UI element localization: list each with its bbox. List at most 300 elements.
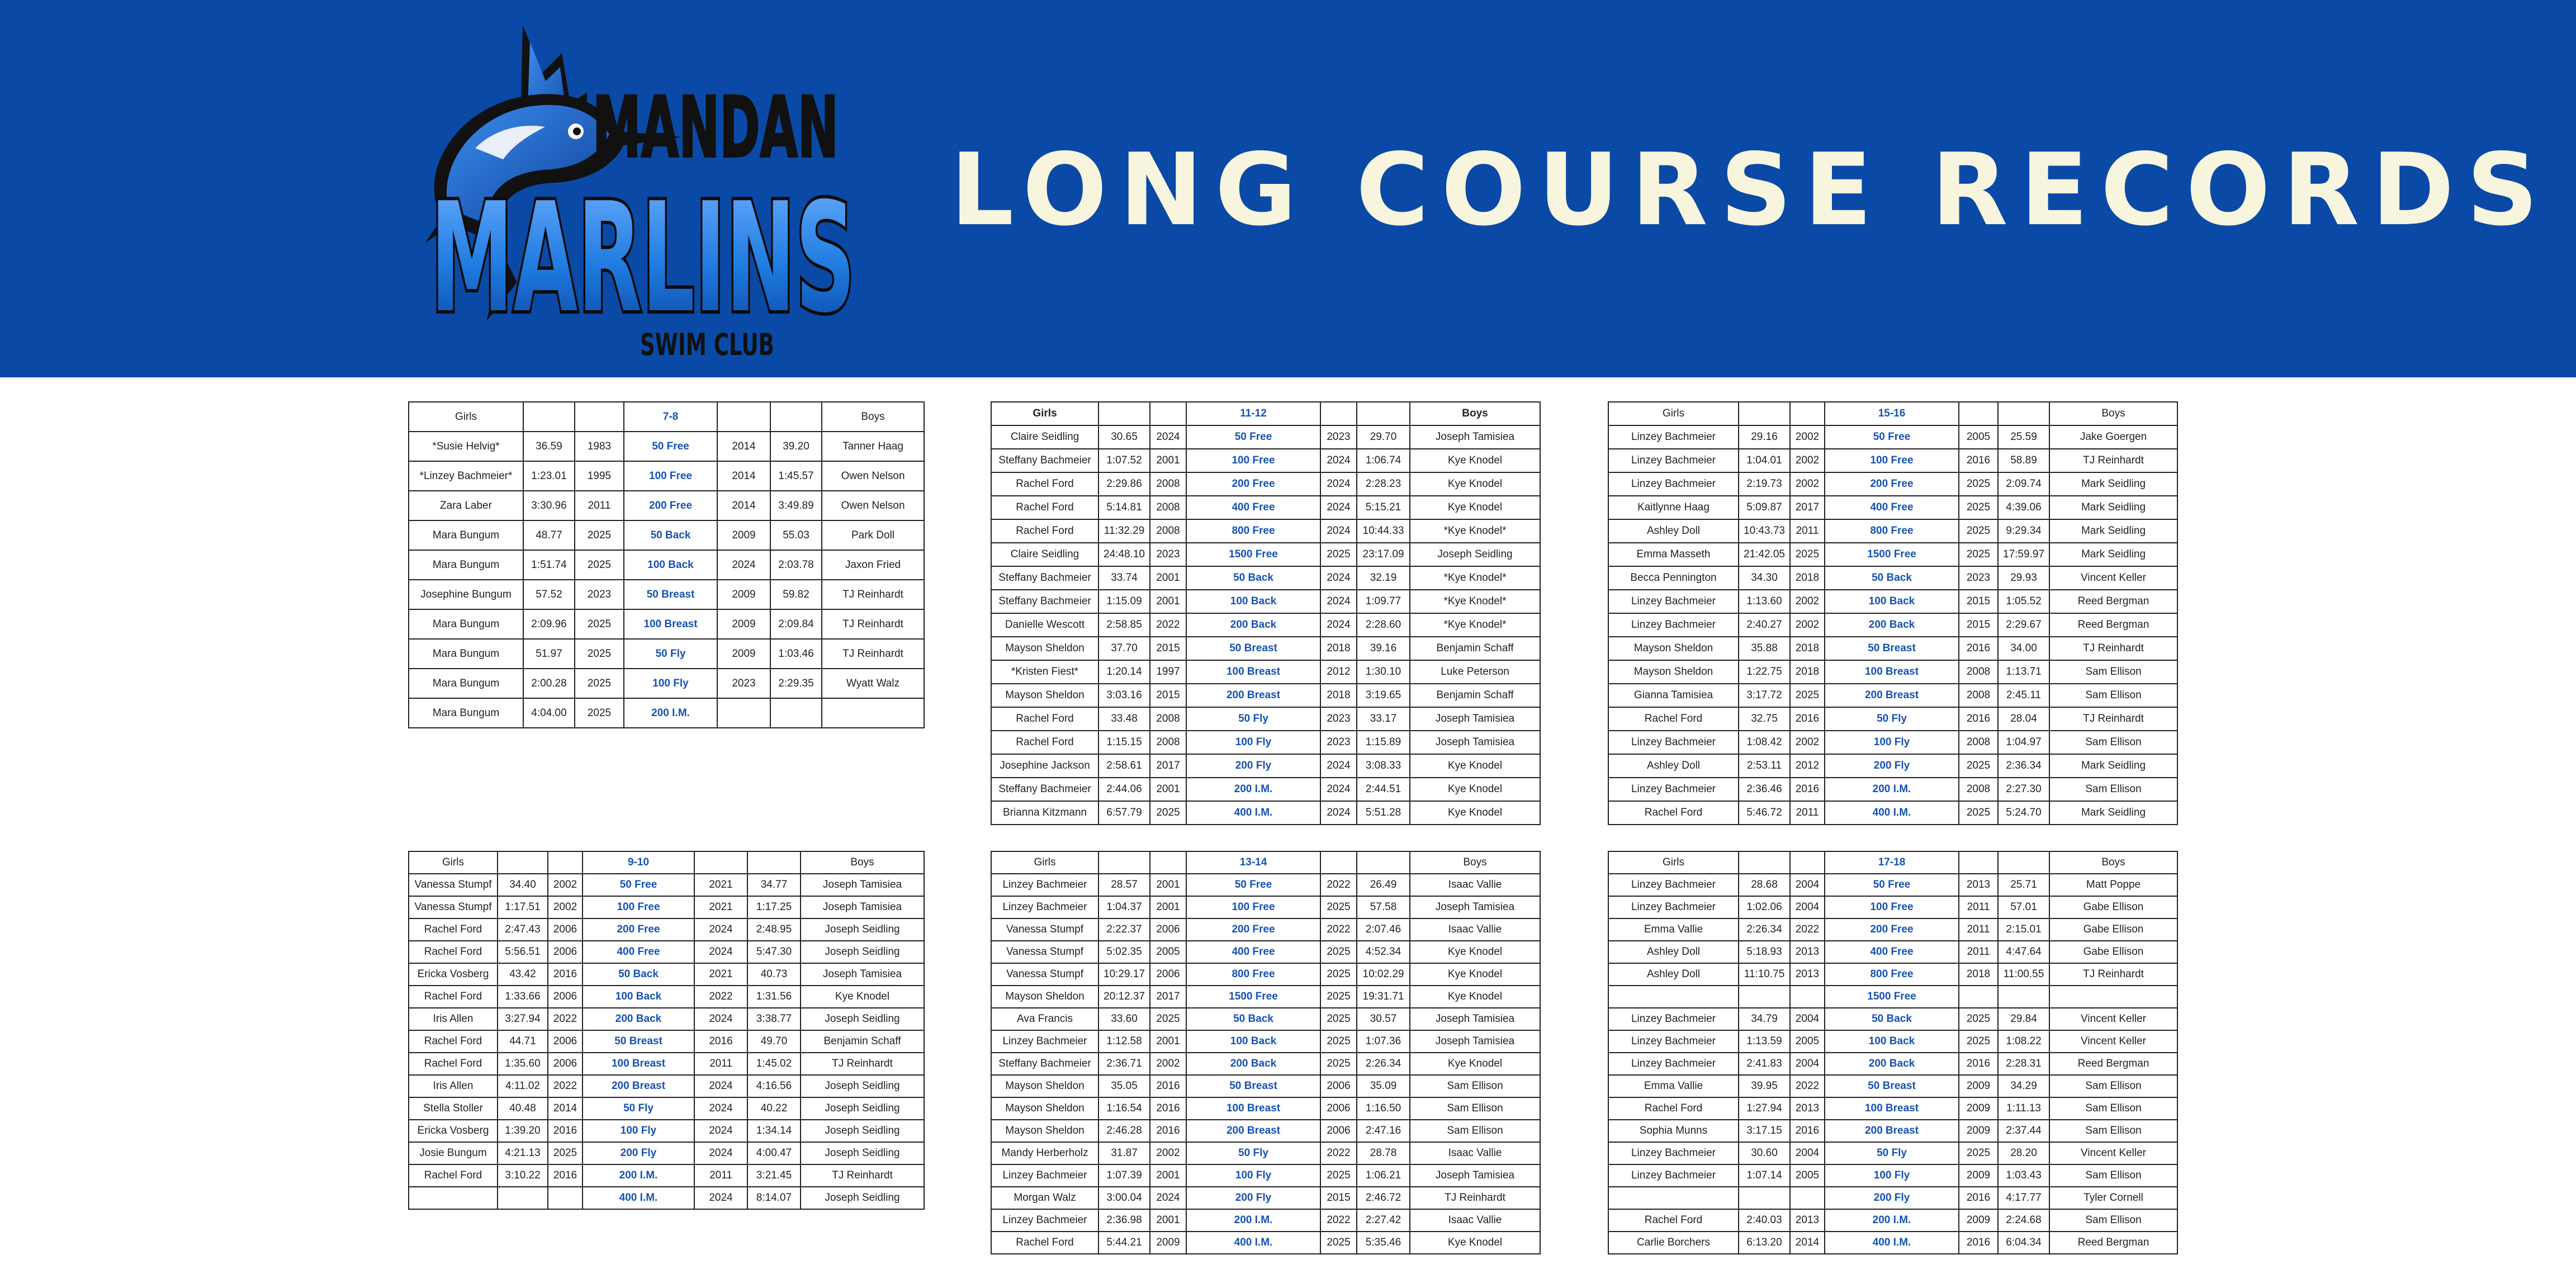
girls-year: 2002	[548, 896, 583, 918]
girls-time: 1:13.60	[1739, 590, 1790, 613]
boys-year: 2024	[1320, 519, 1357, 543]
girls-year: 2002	[1790, 449, 1825, 472]
boys-year: 2025	[1320, 1164, 1357, 1187]
boys-time: 40.22	[747, 1097, 801, 1120]
girls-year: 2008	[1150, 731, 1186, 754]
girls-time: 51.97	[523, 639, 575, 669]
event-name: 400 I.M.	[1825, 1232, 1959, 1254]
girls-name: Steffany Bachmeier	[991, 449, 1098, 472]
event-name: 50 Free	[624, 432, 717, 461]
boys-time: 3:08.33	[1357, 754, 1410, 778]
boys-time: 32.19	[1357, 566, 1410, 590]
girls-name: Mayson Sheldon	[991, 1120, 1098, 1142]
girls-name: Ericka Vosberg	[409, 1120, 498, 1142]
boys-year: 2006	[1320, 1120, 1357, 1142]
girls-year: 2017	[1150, 754, 1186, 778]
girls-time: 2:47.43	[498, 918, 548, 941]
boys-name: Benjamin Schaff	[801, 1030, 924, 1053]
header-blank	[575, 402, 624, 432]
girls-name: Morgan Walz	[991, 1187, 1098, 1209]
girls-name: Sophia Munns	[1608, 1120, 1739, 1142]
table-row	[409, 1142, 924, 1164]
event-name: 50 Breast	[624, 580, 717, 609]
girls-name: Rachel Ford	[409, 1164, 498, 1187]
girls-name: Vanessa Stumpf	[409, 896, 498, 918]
girls-name: Ashley Doll	[1608, 941, 1739, 963]
girls-time: 1:04.01	[1739, 449, 1790, 472]
records-table-13-14	[991, 851, 1541, 1254]
table-row	[991, 1209, 1540, 1232]
boys-name: Gabe Ellison	[2049, 896, 2177, 918]
boys-time: 2:45.11	[1998, 684, 2049, 707]
girls-name: Linzey Bachmeier	[991, 896, 1098, 918]
boys-time: 1:45.02	[747, 1053, 801, 1075]
table-row	[409, 941, 924, 963]
table-row	[1608, 660, 2177, 684]
age-group-header: 15-16	[1825, 402, 1959, 425]
boys-time: 2:07.46	[1357, 918, 1410, 941]
boys-year: 2024	[694, 1075, 747, 1097]
girls-time: 28.68	[1739, 874, 1790, 896]
girls-name: Rachel Ford	[409, 1030, 498, 1053]
table-row	[409, 1164, 924, 1187]
girls-year: 2011	[1790, 519, 1825, 543]
boys-time: 1:03.43	[1998, 1164, 2049, 1187]
page-title: LONG COURSE RECORDS	[950, 132, 2551, 248]
girls-year: 2002	[548, 874, 583, 896]
girls-time: 57.52	[523, 580, 575, 609]
girls-time: 20:12.37	[1098, 986, 1150, 1008]
boys-year: 2011	[1959, 941, 1998, 963]
girls-name: *Linzey Bachmeier*	[409, 461, 523, 491]
table-row	[1608, 1075, 2177, 1097]
girls-name: Steffany Bachmeier	[991, 1053, 1098, 1075]
boys-name: Joseph Seidling	[1410, 543, 1540, 566]
girls-name: Mara Bungum	[409, 639, 523, 669]
girls-name: Linzey Bachmeier	[1608, 1008, 1739, 1030]
girls-year: 2006	[548, 941, 583, 963]
girls-time: 1:39.20	[498, 1120, 548, 1142]
event-name: 400 I.M.	[1186, 1232, 1320, 1254]
table-row	[1608, 754, 2177, 778]
boys-year: 2014	[717, 432, 770, 461]
girls-name: Ashley Doll	[1608, 519, 1739, 543]
girls-header: Girls	[991, 402, 1098, 425]
boys-name: Joseph Seidling	[801, 1097, 924, 1120]
girls-year: 2025	[575, 669, 624, 698]
boys-header: Boys	[801, 851, 924, 874]
boys-time: 1:45.57	[770, 461, 822, 491]
girls-time: 21:42.05	[1739, 543, 1790, 566]
girls-time: 4:21.13	[498, 1142, 548, 1164]
boys-name: Joseph Seidling	[801, 1075, 924, 1097]
girls-name: Rachel Ford	[1608, 707, 1739, 731]
girls-name: Mara Bungum	[409, 698, 523, 728]
event-name: 200 Back	[1186, 613, 1320, 637]
girls-year: 2022	[1150, 613, 1186, 637]
girls-year: 1997	[1150, 660, 1186, 684]
girls-year: 2013	[1790, 1097, 1825, 1120]
boys-name: Joseph Tamisiea	[801, 896, 924, 918]
boys-time: 2:28.31	[1998, 1053, 2049, 1075]
girls-time: 1:12.58	[1098, 1030, 1150, 1053]
boys-time: 4:17.77	[1998, 1187, 2049, 1209]
boys-name: Sam Ellison	[2049, 1209, 2177, 1232]
boys-name: TJ Reinhardt	[1410, 1187, 1540, 1209]
boys-time: 17:59.97	[1998, 543, 2049, 566]
table-row	[991, 754, 1540, 778]
girls-name: Ava Francis	[991, 1008, 1098, 1030]
girls-year: 2005	[1790, 1164, 1825, 1187]
header-blank	[1998, 402, 2049, 425]
table-row	[991, 941, 1540, 963]
boys-header: Boys	[1410, 402, 1540, 425]
event-name: 200 Back	[583, 1008, 694, 1030]
header-banner	[0, 0, 2576, 377]
table-row	[1608, 613, 2177, 637]
girls-time: 3:27.94	[498, 1008, 548, 1030]
boys-year: 2024	[694, 1008, 747, 1030]
boys-year: 2018	[1320, 684, 1357, 707]
girls-time: 33.74	[1098, 566, 1150, 590]
girls-name: Steffany Bachmeier	[991, 590, 1098, 613]
boys-time: 2:44.51	[1357, 778, 1410, 801]
table-row	[1608, 963, 2177, 986]
girls-year: 2005	[1790, 1030, 1825, 1053]
event-name: 100 Breast	[1186, 1097, 1320, 1120]
girls-year: 2002	[1790, 613, 1825, 637]
boys-header: Boys	[1410, 851, 1540, 874]
girls-name: Rachel Ford	[1608, 1209, 1739, 1232]
boys-time: 6:04.34	[1998, 1232, 2049, 1254]
boys-name: Sam Ellison	[2049, 1120, 2177, 1142]
boys-time: 1:08.22	[1998, 1030, 2049, 1053]
girls-name: Linzey Bachmeier	[1608, 1030, 1739, 1053]
table-row	[991, 1075, 1540, 1097]
boys-name: TJ Reinhardt	[801, 1053, 924, 1075]
boys-name: Kye Knodel	[1410, 963, 1540, 986]
girls-time: 35.88	[1739, 637, 1790, 660]
table-row	[409, 432, 924, 461]
boys-name: Vincent Keller	[2049, 1030, 2177, 1053]
boys-name: TJ Reinhardt	[822, 639, 924, 669]
girls-name: Rachel Ford	[991, 472, 1098, 496]
girls-year: 2016	[1150, 1075, 1186, 1097]
boys-name: Sam Ellison	[2049, 1097, 2177, 1120]
girls-year: 2018	[1790, 660, 1825, 684]
boys-year: 2018	[1959, 963, 1998, 986]
header-blank	[1790, 851, 1825, 874]
header-blank	[1320, 851, 1357, 874]
boys-year: 2025	[1959, 801, 1998, 825]
girls-year: 2001	[1150, 566, 1186, 590]
boys-time: 55.03	[770, 520, 822, 550]
boys-time: 5:24.70	[1998, 801, 2049, 825]
boys-year	[1959, 986, 1998, 1008]
boys-year: 2023	[1320, 731, 1357, 754]
girls-header: Girls	[409, 851, 498, 874]
boys-time: 2:15.01	[1998, 918, 2049, 941]
table-row	[991, 986, 1540, 1008]
boys-time: 1:34.14	[747, 1120, 801, 1142]
event-name: 400 Free	[1825, 496, 1959, 519]
girls-year: 1995	[575, 461, 624, 491]
boys-year: 2014	[717, 461, 770, 491]
boys-time: 1:06.74	[1357, 449, 1410, 472]
girls-year: 2025	[1150, 801, 1186, 825]
girls-year	[1790, 1187, 1825, 1209]
boys-name: Luke Peterson	[1410, 660, 1540, 684]
girls-time: 5:46.72	[1739, 801, 1790, 825]
girls-time: 2:58.85	[1098, 613, 1150, 637]
event-name: 50 Breast	[1186, 1075, 1320, 1097]
age-group-header: 9-10	[583, 851, 694, 874]
event-name: 50 Back	[1186, 566, 1320, 590]
girls-time: 3:17.15	[1739, 1120, 1790, 1142]
event-name: 50 Fly	[624, 639, 717, 669]
girls-name: Claire Seidling	[991, 425, 1098, 449]
girls-year: 2025	[575, 698, 624, 728]
table-row	[991, 1030, 1540, 1053]
boys-name: Kye Knodel	[1410, 472, 1540, 496]
boys-name: Mark Seidling	[2049, 519, 2177, 543]
boys-time: 1:09.77	[1357, 590, 1410, 613]
boys-year: 2018	[1320, 637, 1357, 660]
girls-year: 2002	[1790, 425, 1825, 449]
event-name: 200 Breast	[1825, 684, 1959, 707]
table-row	[1608, 472, 2177, 496]
event-name: 200 Back	[1825, 613, 1959, 637]
boys-year: 2011	[1959, 918, 1998, 941]
boys-time: 26.49	[1357, 874, 1410, 896]
table-row	[1608, 801, 2177, 825]
brand-line-3: SWIM CLUB	[640, 327, 774, 362]
girls-time: 11:32.29	[1098, 519, 1150, 543]
girls-time: 2:40.27	[1739, 613, 1790, 637]
girls-time: 5:56.51	[498, 941, 548, 963]
event-name: 100 Fly	[1186, 1164, 1320, 1187]
boys-year: 2016	[1959, 1232, 1998, 1254]
girls-time: 6:57.79	[1098, 801, 1150, 825]
table-row	[991, 1142, 1540, 1164]
boys-year: 2009	[717, 580, 770, 609]
boys-time: 34.77	[747, 874, 801, 896]
boys-time: 5:47.30	[747, 941, 801, 963]
table-row	[1608, 874, 2177, 896]
girls-time: 32.75	[1739, 707, 1790, 731]
boys-name: *Kye Knodel*	[1410, 590, 1540, 613]
boys-year: 2025	[1959, 1030, 1998, 1053]
boys-name: Owen Nelson	[822, 491, 924, 520]
header-blank	[1790, 402, 1825, 425]
header-blank	[548, 851, 583, 874]
boys-name	[822, 698, 924, 728]
boys-time: 2:48.95	[747, 918, 801, 941]
event-name: 50 Back	[583, 963, 694, 986]
boys-name: Joseph Tamisiea	[1410, 731, 1540, 754]
header-blank	[1150, 851, 1186, 874]
girls-year: 2008	[1150, 472, 1186, 496]
boys-time: 2:26.34	[1357, 1053, 1410, 1075]
event-name: 400 Free	[1186, 496, 1320, 519]
girls-year: 2012	[1790, 754, 1825, 778]
girls-time: 29.16	[1739, 425, 1790, 449]
girls-year: 2001	[1150, 449, 1186, 472]
records-table-17-18	[1608, 851, 2178, 1254]
boys-time: 1:06.21	[1357, 1164, 1410, 1187]
records-table-11-12	[991, 401, 1541, 825]
boys-year: 2023	[717, 669, 770, 698]
boys-name: TJ Reinhardt	[2049, 963, 2177, 986]
table-row	[991, 660, 1540, 684]
table-row	[409, 669, 924, 698]
boys-name: Matt Poppe	[2049, 874, 2177, 896]
girls-year: 2001	[1150, 1164, 1186, 1187]
table-row	[409, 491, 924, 520]
girls-time: 3:17.72	[1739, 684, 1790, 707]
table-row	[991, 543, 1540, 566]
event-name: 200 I.M.	[1825, 1209, 1959, 1232]
boys-year: 2009	[1959, 1209, 1998, 1232]
event-name: 200 Fly	[1825, 1187, 1959, 1209]
girls-name: Mara Bungum	[409, 669, 523, 698]
boys-time: 10:02.29	[1357, 963, 1410, 986]
girls-name: Steffany Bachmeier	[991, 778, 1098, 801]
event-name: 200 Fly	[1186, 1187, 1320, 1209]
boys-name: Kye Knodel	[1410, 496, 1540, 519]
boys-year: 2025	[1320, 1232, 1357, 1254]
boys-time: 29.84	[1998, 1008, 2049, 1030]
boys-year: 2024	[1320, 496, 1357, 519]
boys-year: 2024	[1320, 449, 1357, 472]
event-name: 200 Breast	[1186, 1120, 1320, 1142]
event-name: 100 Free	[1186, 896, 1320, 918]
boys-name: Benjamin Schaff	[1410, 637, 1540, 660]
boys-name: Reed Bergman	[2049, 590, 2177, 613]
boys-year: 2025	[1959, 496, 1998, 519]
girls-year: 2008	[1150, 496, 1186, 519]
event-name: 100 Fly	[624, 669, 717, 698]
boys-time: 2:28.60	[1357, 613, 1410, 637]
boys-name: Vincent Keller	[2049, 1008, 2177, 1030]
boys-time: 10:44.33	[1357, 519, 1410, 543]
boys-time: 34.00	[1998, 637, 2049, 660]
girls-name: Linzey Bachmeier	[1608, 472, 1739, 496]
girls-year: 2024	[1150, 1187, 1186, 1209]
boys-time: 2:27.42	[1357, 1209, 1410, 1232]
girls-name: Vanessa Stumpf	[991, 963, 1098, 986]
boys-time: 2:09.74	[1998, 472, 2049, 496]
girls-name: Kaitlynne Haag	[1608, 496, 1739, 519]
boys-year: 2024	[1320, 801, 1357, 825]
boys-year: 2022	[694, 986, 747, 1008]
girls-name: Linzey Bachmeier	[1608, 1142, 1739, 1164]
girls-year: 2022	[548, 1075, 583, 1097]
boys-time: 35.09	[1357, 1075, 1410, 1097]
boys-name: Reed Bergman	[2049, 613, 2177, 637]
event-name: 50 Fly	[1186, 1142, 1320, 1164]
table-row	[991, 1120, 1540, 1142]
boys-time: 8:14.07	[747, 1187, 801, 1209]
boys-year: 2015	[1959, 590, 1998, 613]
girls-time: 1:27.94	[1739, 1097, 1790, 1120]
girls-time: 36.59	[523, 432, 575, 461]
age-group-header: 13-14	[1186, 851, 1320, 874]
table-row	[1608, 1164, 2177, 1187]
boys-year: 2015	[1959, 613, 1998, 637]
boys-time: 1:30.10	[1357, 660, 1410, 684]
table-row	[1608, 1053, 2177, 1075]
girls-year: 2006	[548, 918, 583, 941]
event-name: 400 I.M.	[1825, 801, 1959, 825]
boys-time: 4:39.06	[1998, 496, 2049, 519]
boys-year	[717, 698, 770, 728]
boys-year: 2011	[1959, 896, 1998, 918]
boys-name: Isaac Vallie	[1410, 1142, 1540, 1164]
event-name: 200 I.M.	[583, 1164, 694, 1187]
boys-year: 2016	[1959, 707, 1998, 731]
girls-year: 2004	[1790, 896, 1825, 918]
girls-year: 2001	[1150, 1030, 1186, 1053]
boys-time: 1:03.46	[770, 639, 822, 669]
girls-year: 2006	[1150, 918, 1186, 941]
girls-name: Linzey Bachmeier	[1608, 449, 1739, 472]
boys-year: 2016	[694, 1030, 747, 1053]
boys-year: 2013	[1959, 874, 1998, 896]
table-row	[1608, 986, 2177, 1008]
boys-name: Joseph Tamisiea	[1410, 425, 1540, 449]
girls-year: 2004	[1790, 874, 1825, 896]
girls-year: 2025	[575, 550, 624, 580]
girls-time: 33.60	[1098, 1008, 1150, 1030]
girls-name	[1608, 1187, 1739, 1209]
table-row	[1608, 778, 2177, 801]
girls-year: 2024	[1150, 425, 1186, 449]
boys-year: 2016	[1959, 1187, 1998, 1209]
table-header-row	[1608, 402, 2177, 425]
girls-name: Josie Bungum	[409, 1142, 498, 1164]
girls-time: 6:13.20	[1739, 1232, 1790, 1254]
table-header-row	[409, 851, 924, 874]
boys-name: *Kye Knodel*	[1410, 566, 1540, 590]
girls-time: 4:11.02	[498, 1075, 548, 1097]
boys-year: 2015	[1320, 1187, 1357, 1209]
girls-name: Steffany Bachmeier	[991, 566, 1098, 590]
table-row	[1608, 543, 2177, 566]
girls-name: Mara Bungum	[409, 520, 523, 550]
girls-time	[1739, 1187, 1790, 1209]
boys-name: *Kye Knodel*	[1410, 613, 1540, 637]
table-row	[409, 963, 924, 986]
girls-time: 39.95	[1739, 1075, 1790, 1097]
boys-year: 2025	[1959, 519, 1998, 543]
boys-year: 2021	[694, 896, 747, 918]
boys-time: 2:37.44	[1998, 1120, 2049, 1142]
event-name: 200 Breast	[1186, 684, 1320, 707]
girls-year: 2004	[1790, 1008, 1825, 1030]
girls-name: Linzey Bachmeier	[1608, 731, 1739, 754]
girls-name: Mayson Sheldon	[991, 1097, 1098, 1120]
girls-name: Mayson Sheldon	[1608, 637, 1739, 660]
girls-time: 24:48.10	[1098, 543, 1150, 566]
girls-year: 2013	[1790, 963, 1825, 986]
event-name: 100 Free	[624, 461, 717, 491]
girls-year: 2016	[1150, 1120, 1186, 1142]
girls-name: Stella Stoller	[409, 1097, 498, 1120]
event-name: 200 Breast	[1825, 1120, 1959, 1142]
boys-time: 25.59	[1998, 425, 2049, 449]
boys-name: Kye Knodel	[1410, 941, 1540, 963]
